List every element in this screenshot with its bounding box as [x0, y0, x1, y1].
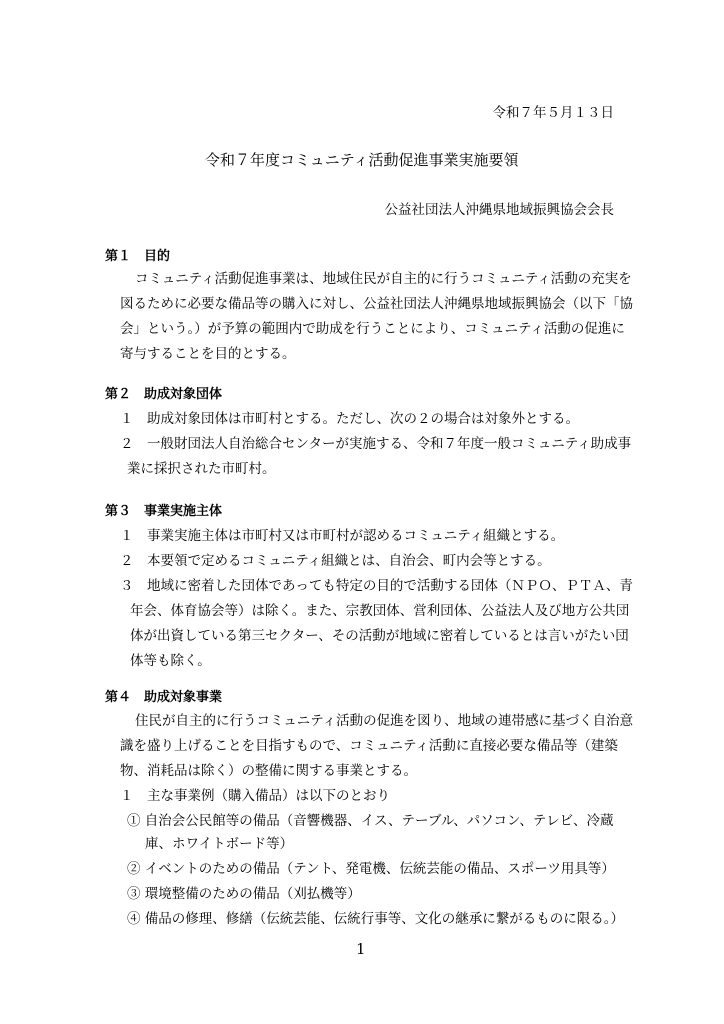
section-2-line: １ 助成対象団体は市町村とする。ただし、次の２の場合は対象外とする。 [120, 411, 579, 427]
section-2-line: 業に採択された市町村。 [127, 461, 276, 477]
section-4-line: 識を盛り上げることを目指すもので、コミュニティ活動に直接必要な備品等（建築 [120, 738, 618, 754]
document-date: 令和７年５月１３日 [492, 105, 614, 121]
page-number: 1 [356, 940, 366, 958]
document-title: 令和７年度コミュニティ活動促進事業実施要領 [205, 151, 519, 169]
section-3-line: ３ 地域に密着した団体であっても特定の目的で活動する団体（ＮＰＯ、ＰＴＡ、青 [120, 578, 633, 594]
section-2-heading: 第２ 助成対象団体 [105, 387, 223, 402]
section-1-line: 寄与することを目的とする。 [120, 346, 296, 362]
section-1-heading: 第１ 目的 [105, 249, 171, 264]
section-4-line: １ 主な事業例（購入備品）は以下のとおり [120, 788, 390, 804]
section-4-line: ② イベントのための備品（テント、発電機、伝統芸能の備品、スポーツ用具等） [127, 861, 615, 877]
section-3-line: １ 事業実施主体は市町村又は市町村が認めるコミュニティ組織とする。 [120, 528, 565, 544]
section-1-line: 図るために必要な備品等の購入に対し、公益社団法人沖縄県地域振興協会（以下「協 [120, 296, 633, 312]
section-4-line: 住民が自主的に行うコミュニティ活動の促進を図り、地域の連帯感に基づく自治意 [135, 713, 634, 729]
section-1-line: コミュニティ活動促進事業は、地域住民が自主的に行うコミュニティ活動の充実を [135, 271, 632, 287]
section-4-line: ① 自治会公民館等の備品（音響機器、イス、テーブル、パソコン、テレビ、冷蔵 [127, 813, 614, 829]
section-4-heading: 第４ 助成対象事業 [105, 690, 223, 705]
section-3-line: ２ 本要領で定めるコミュニティ組織とは、自治会、町内会等とする。 [120, 553, 551, 569]
section-3-line: 体が出資している第三セクター、その活動が地域に密着しているとは言いがたい団 [130, 628, 629, 644]
section-1-line: 会」という。）が予算の範囲内で助成を行うことにより、コミュニティ活動の促進に [120, 321, 625, 337]
section-3-line: 体等も除く。 [130, 653, 211, 669]
section-4-line: ④ 備品の修理、修繕（伝統芸能、伝統行事等、文化の継承に繋がるものに限る。） [127, 911, 625, 927]
section-3-line: 年会、体育協会等）は除く。また、宗教団体、営利団体、公益法人及び地方公共団 [130, 603, 630, 619]
issuer: 公益社団法人沖縄県地域振興協会会長 [384, 202, 614, 218]
section-4-line: 庫、ホワイトボード等） [145, 836, 294, 852]
section-3-heading: 第３ 事業実施主体 [105, 504, 223, 519]
section-4-line: ③ 環境整備のための備品（刈払機等） [127, 886, 361, 902]
section-4-line: 物、消耗品は除く）の整備に関する事業とする。 [120, 763, 417, 779]
section-2-line: ２ 一般財団法人自治総合センターが実施する、令和７年度一般コミュニティ助成事 [120, 436, 632, 452]
